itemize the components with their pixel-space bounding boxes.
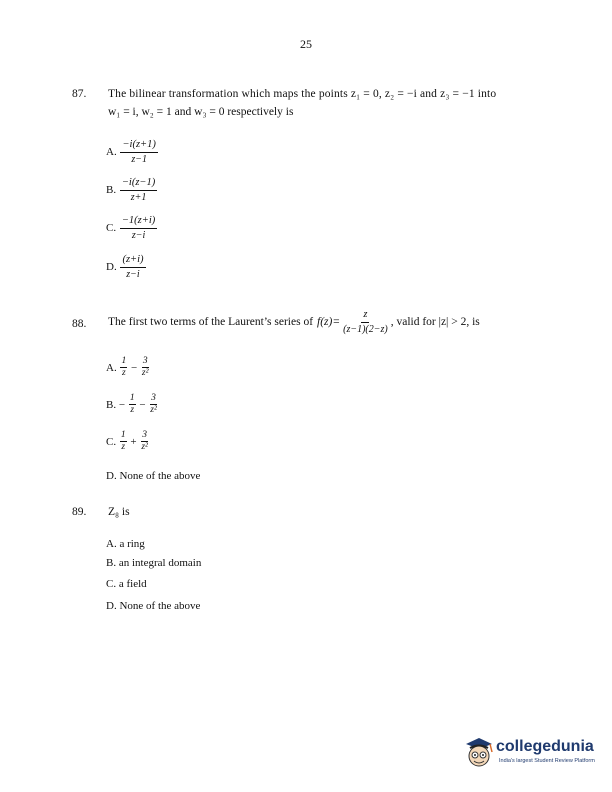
function-fraction: $\frac{z}{(z-1)(2-z)}$ bbox=[343, 309, 388, 335]
question-number: 88. bbox=[72, 318, 87, 330]
option-fraction: $\frac{-i(z+1)}{z-1}$ bbox=[122, 139, 156, 165]
option-a: A. $\frac{1}{z}$ − $\frac{3}{\text{z²}}$ bbox=[106, 356, 149, 378]
option-a: A. $\frac{-i(z+1)}{z-1}$ bbox=[106, 139, 156, 165]
question-text-line2: w₁ = i, w₂ = 1 and w₃ = 0 respectively is bbox=[108, 106, 294, 118]
logo-name: collegedunia bbox=[496, 738, 594, 755]
question-number: 87. bbox=[72, 88, 87, 100]
page-number: 25 bbox=[300, 37, 312, 51]
option-a: A. a ring bbox=[106, 538, 145, 550]
question-number: 89. bbox=[72, 506, 87, 518]
option-d: D. None of the above bbox=[106, 470, 201, 482]
option-c: C. $\frac{1}{z}$ + $\frac{3}{\text{z²}}$ bbox=[106, 430, 148, 452]
option-d: D. None of the above bbox=[106, 600, 201, 612]
option-b: B. an integral domain bbox=[106, 557, 202, 569]
option-c: C. a field bbox=[106, 578, 147, 590]
option-b: B. $\frac{-i(z-1)}{z+1}$ bbox=[106, 177, 156, 203]
question-text: Z₈ is bbox=[108, 506, 130, 518]
option-fraction: $\frac{(z+i)}{z-i}$ bbox=[122, 254, 144, 280]
mascot-icon bbox=[462, 734, 496, 774]
option-b: B. − $\frac{1}{z}$ − $\frac{3}{\text{z²}}$ bbox=[106, 393, 157, 415]
question-text: The first two terms of the Laurent’s series of f(z)= $\frac{z}{(z-1)(2-z)}$ , valid for |z| > 2, is bbox=[108, 309, 480, 335]
logo-tagline: India's largest Student Review Platform bbox=[499, 758, 595, 764]
question-text-line1: The bilinear transformation which maps the points z₁ = 0, z₂ = −i and z₃ = −1 into bbox=[108, 88, 497, 100]
option-fraction: $\frac{-1(z+i)}{z-i}$ bbox=[121, 215, 156, 241]
option-fraction: $\frac{-i(z-1)}{z+1}$ bbox=[121, 177, 156, 203]
collegedunia-logo bbox=[462, 734, 602, 776]
option-c: C. $\frac{-1(z+i)}{z-i}$ bbox=[106, 215, 156, 241]
option-d: D. $\frac{(z+i)}{z-i}$ bbox=[106, 254, 144, 280]
